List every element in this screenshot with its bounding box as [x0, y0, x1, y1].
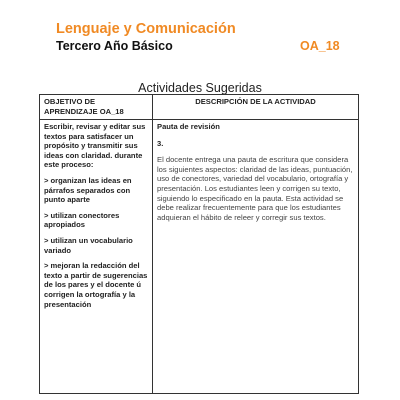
- objective-cell: [40, 120, 153, 394]
- activities-table: [39, 94, 359, 394]
- objective-item: > utilizan conectores apropiados: [44, 210, 120, 230]
- activity-column-header: DESCRIPCIÓN DE LA ACTIVIDAD: [153, 95, 359, 120]
- activity-description: El docente entrega una pauta de escritura que considera los siguientes aspectos: claridad de las ideas, puntuación, uso de conectores, variedad del vocabulario, ortografía y presentación. Los estudiantes leen y corrigen su texto, siguiendo lo especificado en la pauta. Esta actividad se debe realizar frecuentemente para que los estudiantes adquieran el hábito de releer y corregir sus textos.: [157, 155, 353, 222]
- grade-level: Tercero Año Básico: [56, 39, 173, 53]
- objective-item: > utilizan un vocabulario variado: [44, 235, 133, 255]
- subject-title: Lenguaje y Comunicación: [56, 21, 236, 37]
- table-row: [40, 120, 359, 394]
- objective-intro: Escribir, revisar y editar sus textos para satisfacer un propósito y transmitir sus ideas con claridad. durante este proceso:: [44, 122, 146, 170]
- activity-cell: [153, 120, 359, 394]
- activity-title: Pauta de revisión: [157, 122, 220, 131]
- objective-item: > mejoran la redacción del texto a partir de sugerencias de los pares y el docente ú corrigen la ortografía y la presentación: [44, 261, 148, 309]
- activity-number: 3.: [157, 138, 164, 148]
- objective-column-header: OBJETIVO DE APRENDIZAJE OA_18: [40, 95, 153, 120]
- objective-item: > organizan las ideas en párrafos separados con punto aparte: [44, 175, 132, 205]
- table-header-row: [40, 95, 359, 120]
- section-title: Actividades Sugeridas: [138, 81, 262, 95]
- objective-code: OA_18: [300, 39, 340, 53]
